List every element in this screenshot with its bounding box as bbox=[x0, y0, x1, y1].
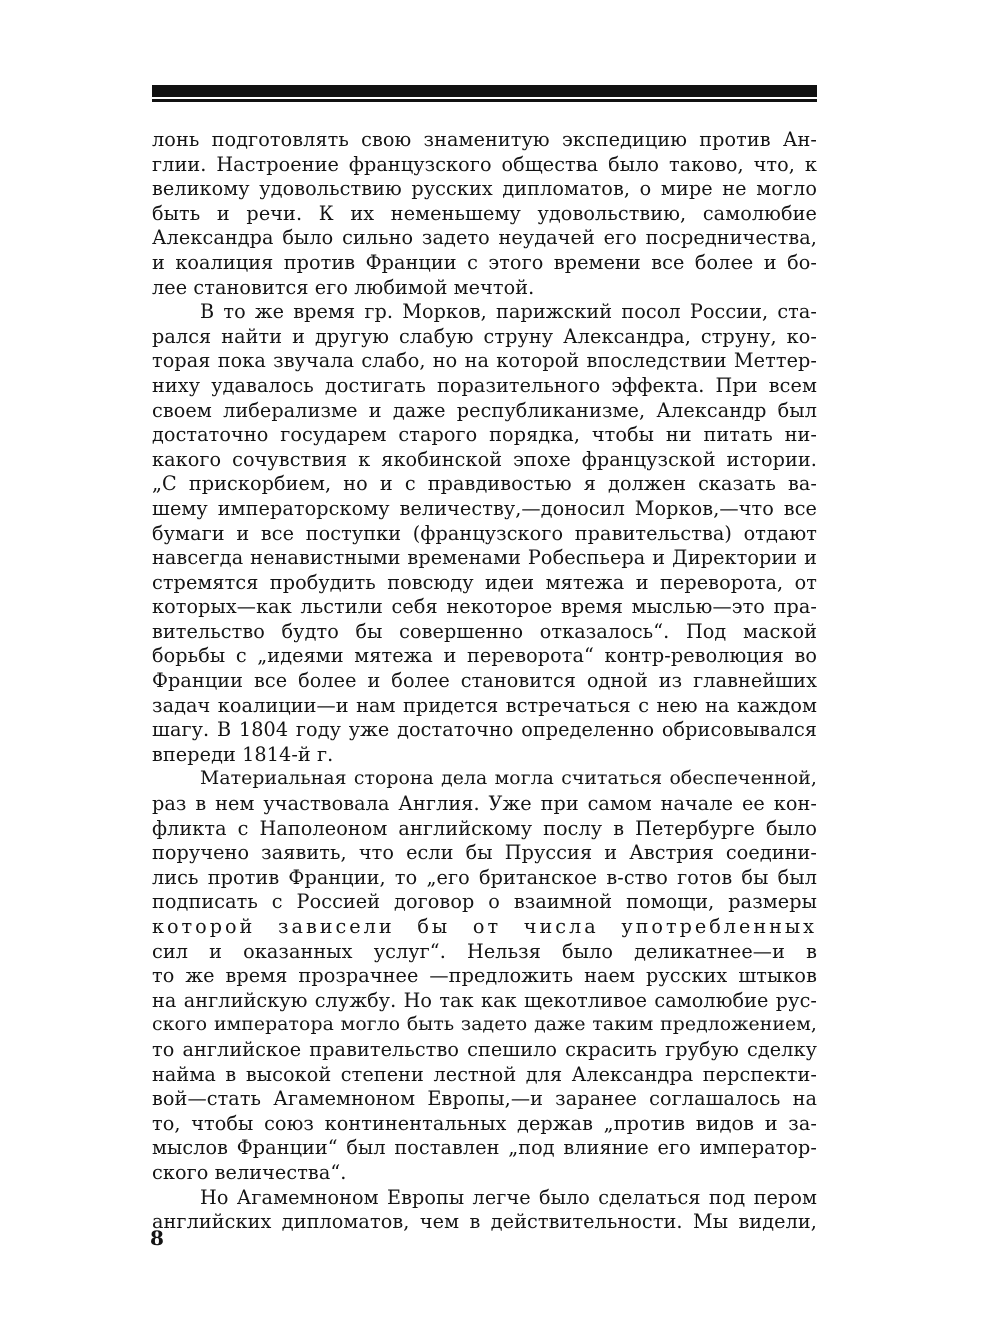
text-line: ского императора могло быть задето даже таким предложением, bbox=[152, 1014, 817, 1036]
text-line: Материальная сторона дела могла считаться обеспеченной, bbox=[200, 768, 817, 790]
text-line: ского величества“. bbox=[152, 1160, 347, 1184]
text-line: „С прискорбием, но и с правдивостью я должен сказать ва- bbox=[152, 472, 817, 496]
text-line: мыслов Франции“ был поставлен „под влияние его император- bbox=[152, 1136, 817, 1160]
text-line: шему императорскому величеству,—доносил Морков,—что все bbox=[152, 496, 817, 520]
text-line: то английское правительство спешило скрасить грубую сделку bbox=[152, 1037, 817, 1061]
text-line: лонь подготовлять свою знаменитую экспедицию против Ан- bbox=[152, 128, 817, 151]
paragraph-4 bbox=[152, 1186, 817, 1235]
paragraph-2 bbox=[152, 300, 817, 767]
text-line: какого сочувствия к якобинской эпохе французской истории. bbox=[152, 447, 817, 471]
header-rule bbox=[152, 85, 817, 97]
text-line: Александра было сильно задето неудачей его посредничества, bbox=[152, 226, 817, 250]
text-line: вой—стать Агамемноном Европы,—и заранее соглашалось на bbox=[152, 1087, 817, 1111]
text-line: сил и оказанных услуг“. Нельзя было деликатнее—и в bbox=[152, 939, 817, 963]
text-line: В то же время гр. Морков, парижский посол России, ста- bbox=[200, 300, 817, 324]
text-line: своем либерализме и даже республиканизме, Александр был bbox=[152, 398, 817, 422]
text-line: глии. Настроение французского общества было таково, что, к bbox=[152, 152, 817, 176]
text-line: вительство будто бы совершенно отказалось“. Под маской bbox=[152, 619, 817, 643]
text-line: то, чтобы союз континентальных держав „против видов и за- bbox=[152, 1111, 817, 1135]
text-line: найма в высокой степени лестной для Александра перспекти- bbox=[152, 1062, 817, 1086]
text-line: Франции все более и более становится одной из главнейших bbox=[152, 669, 817, 693]
text-line: которой зависели бы от числа употребленных bbox=[152, 915, 817, 938]
text-line: задач коалиции—и нам придется встречаться с нею на каждом bbox=[152, 693, 817, 717]
text-line: бумаги и все поступки (французского правительства) отдают bbox=[152, 521, 817, 545]
body-text bbox=[152, 128, 817, 1235]
page-number: 8 bbox=[150, 1226, 164, 1250]
text-line: ниху удавалось достигать поразительного эффекта. При всем bbox=[152, 373, 817, 397]
text-line: которых—как льстили себя некоторое время мыслью—это пра- bbox=[152, 595, 817, 619]
text-line: и коалиция против Франции с этого времени все более и бо- bbox=[152, 250, 817, 274]
text-line: впереди 1814-й г. bbox=[152, 742, 334, 766]
text-line: английских дипломатов, чем в действительности. Мы видели, bbox=[152, 1210, 817, 1234]
text-line: борьбы с „идеями мятежа и переворота“ контр-революция во bbox=[152, 644, 817, 668]
text-line: шагу. В 1804 году уже достаточно определенно обрисовывался bbox=[152, 718, 817, 742]
text-line: фликта с Наполеоном английскому послу в Петербурге было bbox=[152, 816, 817, 840]
text-line: поручено заявить, что если бы Пруссия и Австрия соедини- bbox=[152, 841, 817, 865]
text-line: рался найти и другую слабую струну Александра, струну, ко- bbox=[152, 324, 817, 348]
text-line: то же время прозрачнее —предложить наем русских штыков bbox=[152, 964, 817, 988]
text-line: лись против Франции, то „его британское в-ство готов бы был bbox=[152, 865, 817, 889]
text-line: быть и речи. К их неменьшему удовольствию, самолюбие bbox=[152, 201, 817, 225]
text-line: Но Агамемноном Европы легче было сделаться под пером bbox=[200, 1185, 817, 1209]
text-line: стремятся пробудить повсюду идеи мятежа и переворота, от bbox=[152, 570, 817, 594]
paragraph-3 bbox=[152, 767, 817, 1185]
text-line: лее становится его любимой мечтой. bbox=[152, 275, 535, 299]
text-line: навсегда ненавистными временами Робеспьера и Директории и bbox=[152, 546, 817, 570]
text-line: на английскую службу. Но так как щекотливое самолюбие рус- bbox=[152, 988, 817, 1012]
text-line: великому удовольствию русских дипломатов, о мире не могло bbox=[152, 177, 817, 201]
paragraph-1 bbox=[152, 128, 817, 300]
header-rule-thin bbox=[152, 99, 817, 102]
text-line: торая пока звучала слабо, но на которой впоследствии Меттер- bbox=[152, 349, 817, 373]
text-line: подписать с Россией договор о взаимной помощи, размеры bbox=[152, 890, 817, 914]
text-line: раз в нем участвовала Англия. Уже при самом начале ее кон- bbox=[152, 792, 817, 816]
text-line: достаточно государем старого порядка, чтобы ни питать ни- bbox=[152, 423, 817, 447]
